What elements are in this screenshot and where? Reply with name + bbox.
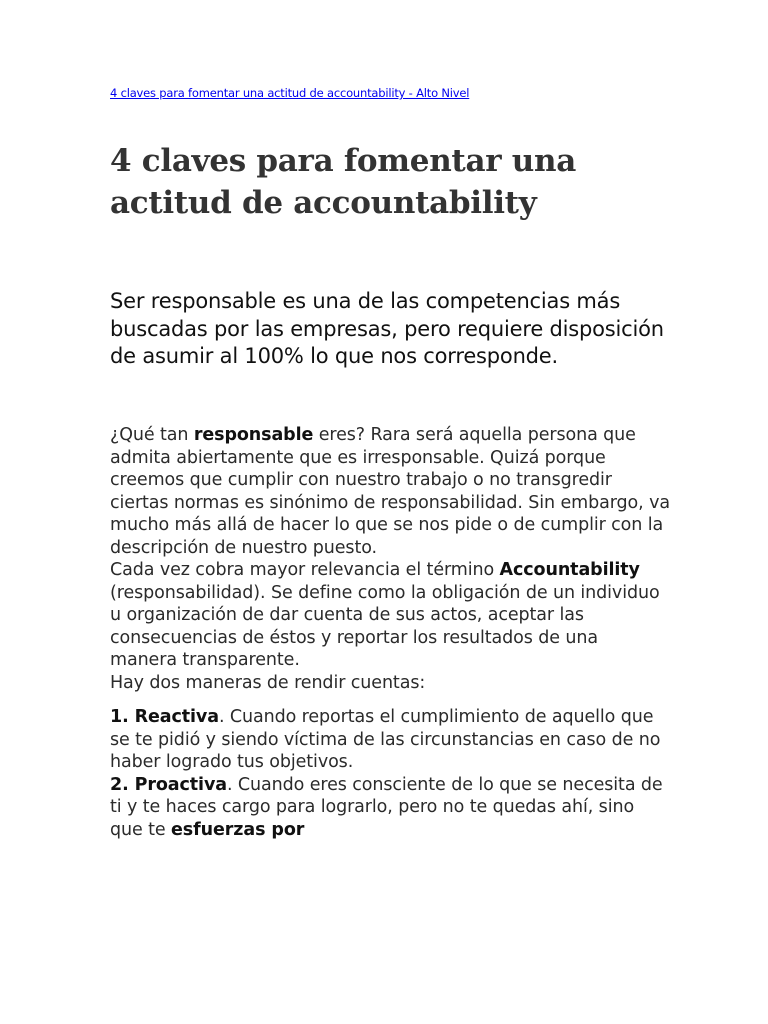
list-item-reactiva bbox=[110, 706, 670, 774]
item2-text: . Cuando eres consciente de lo que se necesita de ti y te haces cargo para lograrlo, pero no te quedas ahí, sino que te bbox=[110, 774, 663, 840]
article-title bbox=[110, 140, 670, 224]
source-link[interactable]: 4 claves para fomentar una actitud de accountability - Alto Nivel bbox=[110, 86, 470, 100]
p2-text-1: Cada vez cobra mayor relevancia el término bbox=[110, 560, 500, 580]
p1-bold-responsable: responsable bbox=[193, 425, 314, 445]
p1-text-1: ¿Qué tan bbox=[110, 425, 194, 445]
p1-text-2: eres? Rara será aquella persona que admita abiertamente que es irresponsable. Quizá porque creemos que cumplir con nuestro trabajo o no transgredir ciertas normas es sinónimo de responsabilidad. Sin embargo, va mucho más allá de hacer lo que se nos pide o de cumplir con la descripción de nuestro puesto. bbox=[110, 425, 670, 558]
item1-text: . Cuando reportas el cumplimiento de aquello que se te pidió y siendo víctima de las circunstancias en caso de no haber logrado tus objetivos. bbox=[110, 707, 661, 772]
p2-bold-accountability: Accountability bbox=[499, 560, 640, 580]
list-item-proactiva bbox=[110, 774, 670, 842]
item1-label: 1. Reactiva bbox=[110, 707, 219, 727]
paragraph-1 bbox=[110, 424, 670, 559]
p2-text-2: (responsabilidad). Se define como la obligación de un individuo u organización de dar cuenta de sus actos, aceptar las consecuencias de éstos y reportar los resultados de una manera transparente. bbox=[110, 582, 660, 670]
paragraph-3: Hay dos maneras de rendir cuentas: bbox=[110, 672, 426, 693]
article-subtitle: Ser responsable es una de las competencias más buscadas por las empresas, pero requiere disposición de asumir al 100% lo que nos corresponde. bbox=[110, 289, 664, 368]
item2-label: 2. Proactiva bbox=[110, 774, 227, 795]
title-line-1: 4 claves para fomentar una bbox=[110, 143, 577, 179]
item2-bold-end: esfuerzas por bbox=[171, 819, 305, 840]
title-line-2: actitud de accountability bbox=[110, 185, 537, 221]
paragraph-2 bbox=[110, 559, 670, 672]
article-body bbox=[110, 424, 670, 841]
